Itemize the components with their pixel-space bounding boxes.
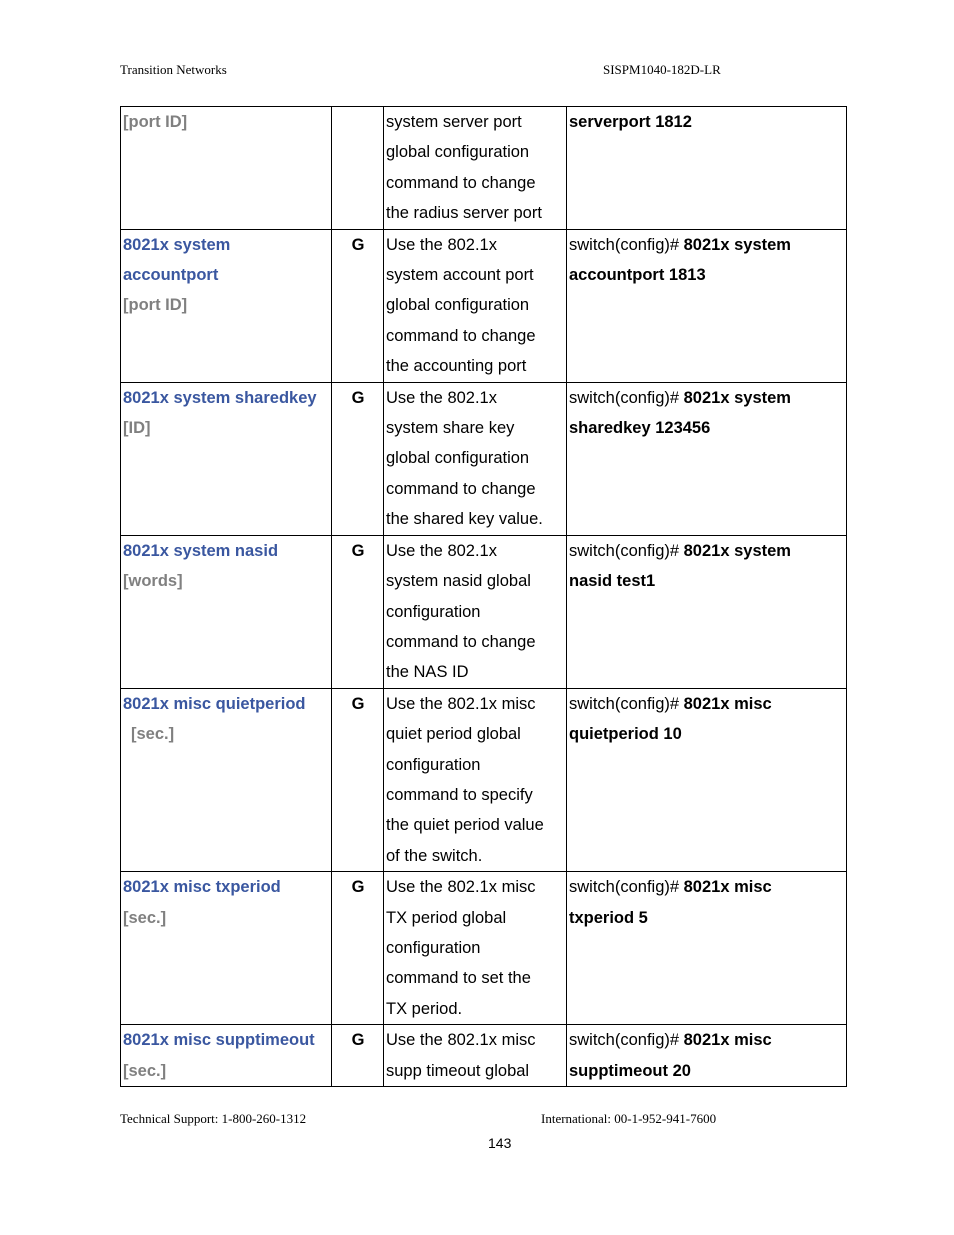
example-line <box>569 689 845 719</box>
example-bold: 8021x misc <box>683 694 772 713</box>
example-bold: serverport 1812 <box>569 113 692 131</box>
example-cell <box>567 382 847 535</box>
example-cell <box>567 107 847 230</box>
header-company: Transition Networks <box>120 62 227 77</box>
command-cell <box>121 107 332 230</box>
param-text: [ID] <box>123 419 151 438</box>
example-bold: accountport 1813 <box>569 266 706 285</box>
description-line: configuration <box>386 602 481 621</box>
example-bold: sharedkey 123456 <box>569 419 711 438</box>
param-text: [port ID] <box>123 296 188 315</box>
example-bold: 8021x system <box>683 388 791 407</box>
example-line <box>569 107 845 137</box>
description-cell <box>384 535 567 688</box>
mode-cell: G <box>332 688 384 871</box>
mode-cell <box>332 107 384 230</box>
mode-cell: G <box>332 535 384 688</box>
example-line <box>569 566 845 596</box>
command-name: accountport <box>123 266 219 285</box>
example-line <box>569 230 845 260</box>
description-line: the accounting port <box>386 357 527 376</box>
mode-cell: G <box>332 382 384 535</box>
description-line: the NAS ID <box>386 663 469 682</box>
description-line: TX period global <box>386 908 507 927</box>
command-name: 8021x misc quietperiod <box>123 694 306 713</box>
command-cell <box>121 872 332 1025</box>
description-line: command to change <box>386 479 536 498</box>
description-line: of the switch. <box>386 846 483 865</box>
example-prompt: switch(config)# <box>569 235 684 254</box>
example-bold: 8021x misc <box>683 1031 772 1050</box>
description-line: global configuration <box>386 143 530 162</box>
description-cell <box>384 382 567 535</box>
description-line: Use the 802.1x <box>386 541 497 560</box>
description-line: configuration <box>386 755 481 774</box>
example-line <box>569 383 845 413</box>
example-line <box>569 872 845 902</box>
description-line: Use the 802.1x <box>386 388 497 407</box>
command-cell <box>121 1025 332 1087</box>
description-line: quiet period global <box>386 725 521 744</box>
description-cell <box>384 229 567 382</box>
command-cell <box>121 382 332 535</box>
table-row <box>121 229 847 382</box>
description-line: Use the 802.1x misc <box>386 1031 536 1050</box>
example-bold: 8021x system <box>683 235 791 254</box>
description-line: global configuration <box>386 449 530 468</box>
param-text: [sec.] <box>131 725 175 744</box>
description-line: the shared key value. <box>386 510 543 529</box>
example-bold: quietperiod 10 <box>569 725 682 744</box>
example-bold: txperiod 5 <box>569 908 648 927</box>
example-line <box>569 903 845 933</box>
param-text: [port ID] <box>123 113 188 131</box>
example-line <box>569 1025 845 1055</box>
example-cell <box>567 229 847 382</box>
description-line: configuration <box>386 938 481 957</box>
description-line: Use the 802.1x misc <box>386 694 536 713</box>
param-text: [sec.] <box>123 1061 167 1080</box>
description-line: command to change <box>386 173 536 192</box>
description-line: system nasid global <box>386 572 531 591</box>
mode-cell: G <box>332 1025 384 1087</box>
description-line: command to set the <box>386 969 531 988</box>
example-prompt: switch(config)# <box>569 541 684 560</box>
example-bold: supptimeout 20 <box>569 1061 691 1080</box>
description-line: system server port <box>386 113 522 131</box>
description-cell <box>384 1025 567 1087</box>
command-name: 8021x system <box>123 235 231 254</box>
command-name: 8021x misc txperiod <box>123 878 281 897</box>
example-cell <box>567 535 847 688</box>
description-line: Use the 802.1x misc <box>386 878 536 897</box>
footer-support: Technical Support: 1-800-260-1312 <box>120 1111 307 1126</box>
description-line: system account port <box>386 266 534 285</box>
example-bold: nasid test1 <box>569 572 656 591</box>
example-prompt: switch(config)# <box>569 388 684 407</box>
table-row <box>121 688 847 871</box>
table-row <box>121 535 847 688</box>
example-line <box>569 413 845 443</box>
table-row <box>121 1025 847 1087</box>
example-cell <box>567 1025 847 1087</box>
description-line: system share key <box>386 419 515 438</box>
description-line: Use the 802.1x <box>386 235 497 254</box>
example-prompt: switch(config)# <box>569 694 684 713</box>
command-name: 8021x misc supptimeout <box>123 1031 315 1050</box>
command-table <box>120 106 847 1087</box>
command-name: 8021x system sharedkey <box>123 388 317 407</box>
mode-cell: G <box>332 229 384 382</box>
example-line <box>569 1056 845 1086</box>
command-cell <box>121 229 332 382</box>
description-cell <box>384 107 567 230</box>
example-prompt: switch(config)# <box>569 1031 684 1050</box>
description-line: TX period. <box>386 999 463 1018</box>
description-line: global configuration <box>386 296 530 315</box>
example-prompt: switch(config)# <box>569 878 684 897</box>
param-text: [sec.] <box>123 908 167 927</box>
description-line: the radius server port <box>386 204 542 223</box>
footer-international: International: 00-1-952-941-7600 <box>541 1111 717 1126</box>
header-model: SISPM1040-182D-LR <box>603 62 721 77</box>
command-name: 8021x system nasid <box>123 541 279 560</box>
description-line: command to change <box>386 326 536 345</box>
param-text: [words] <box>123 572 183 591</box>
description-line: supp timeout global <box>386 1061 530 1080</box>
command-cell <box>121 535 332 688</box>
table-row <box>121 107 847 230</box>
description-line: command to change <box>386 632 536 651</box>
description-cell <box>384 688 567 871</box>
description-line: the quiet period value <box>386 816 544 835</box>
example-cell <box>567 688 847 871</box>
example-cell <box>567 872 847 1025</box>
example-bold: 8021x misc <box>683 878 772 897</box>
example-bold: 8021x system <box>683 541 791 560</box>
example-line <box>569 260 845 290</box>
table-row <box>121 872 847 1025</box>
description-cell <box>384 872 567 1025</box>
command-cell <box>121 688 332 871</box>
example-line <box>569 719 845 749</box>
example-line <box>569 536 845 566</box>
page-number: 143 <box>488 1135 512 1151</box>
table-row <box>121 382 847 535</box>
mode-cell: G <box>332 872 384 1025</box>
description-line: command to specify <box>386 785 533 804</box>
